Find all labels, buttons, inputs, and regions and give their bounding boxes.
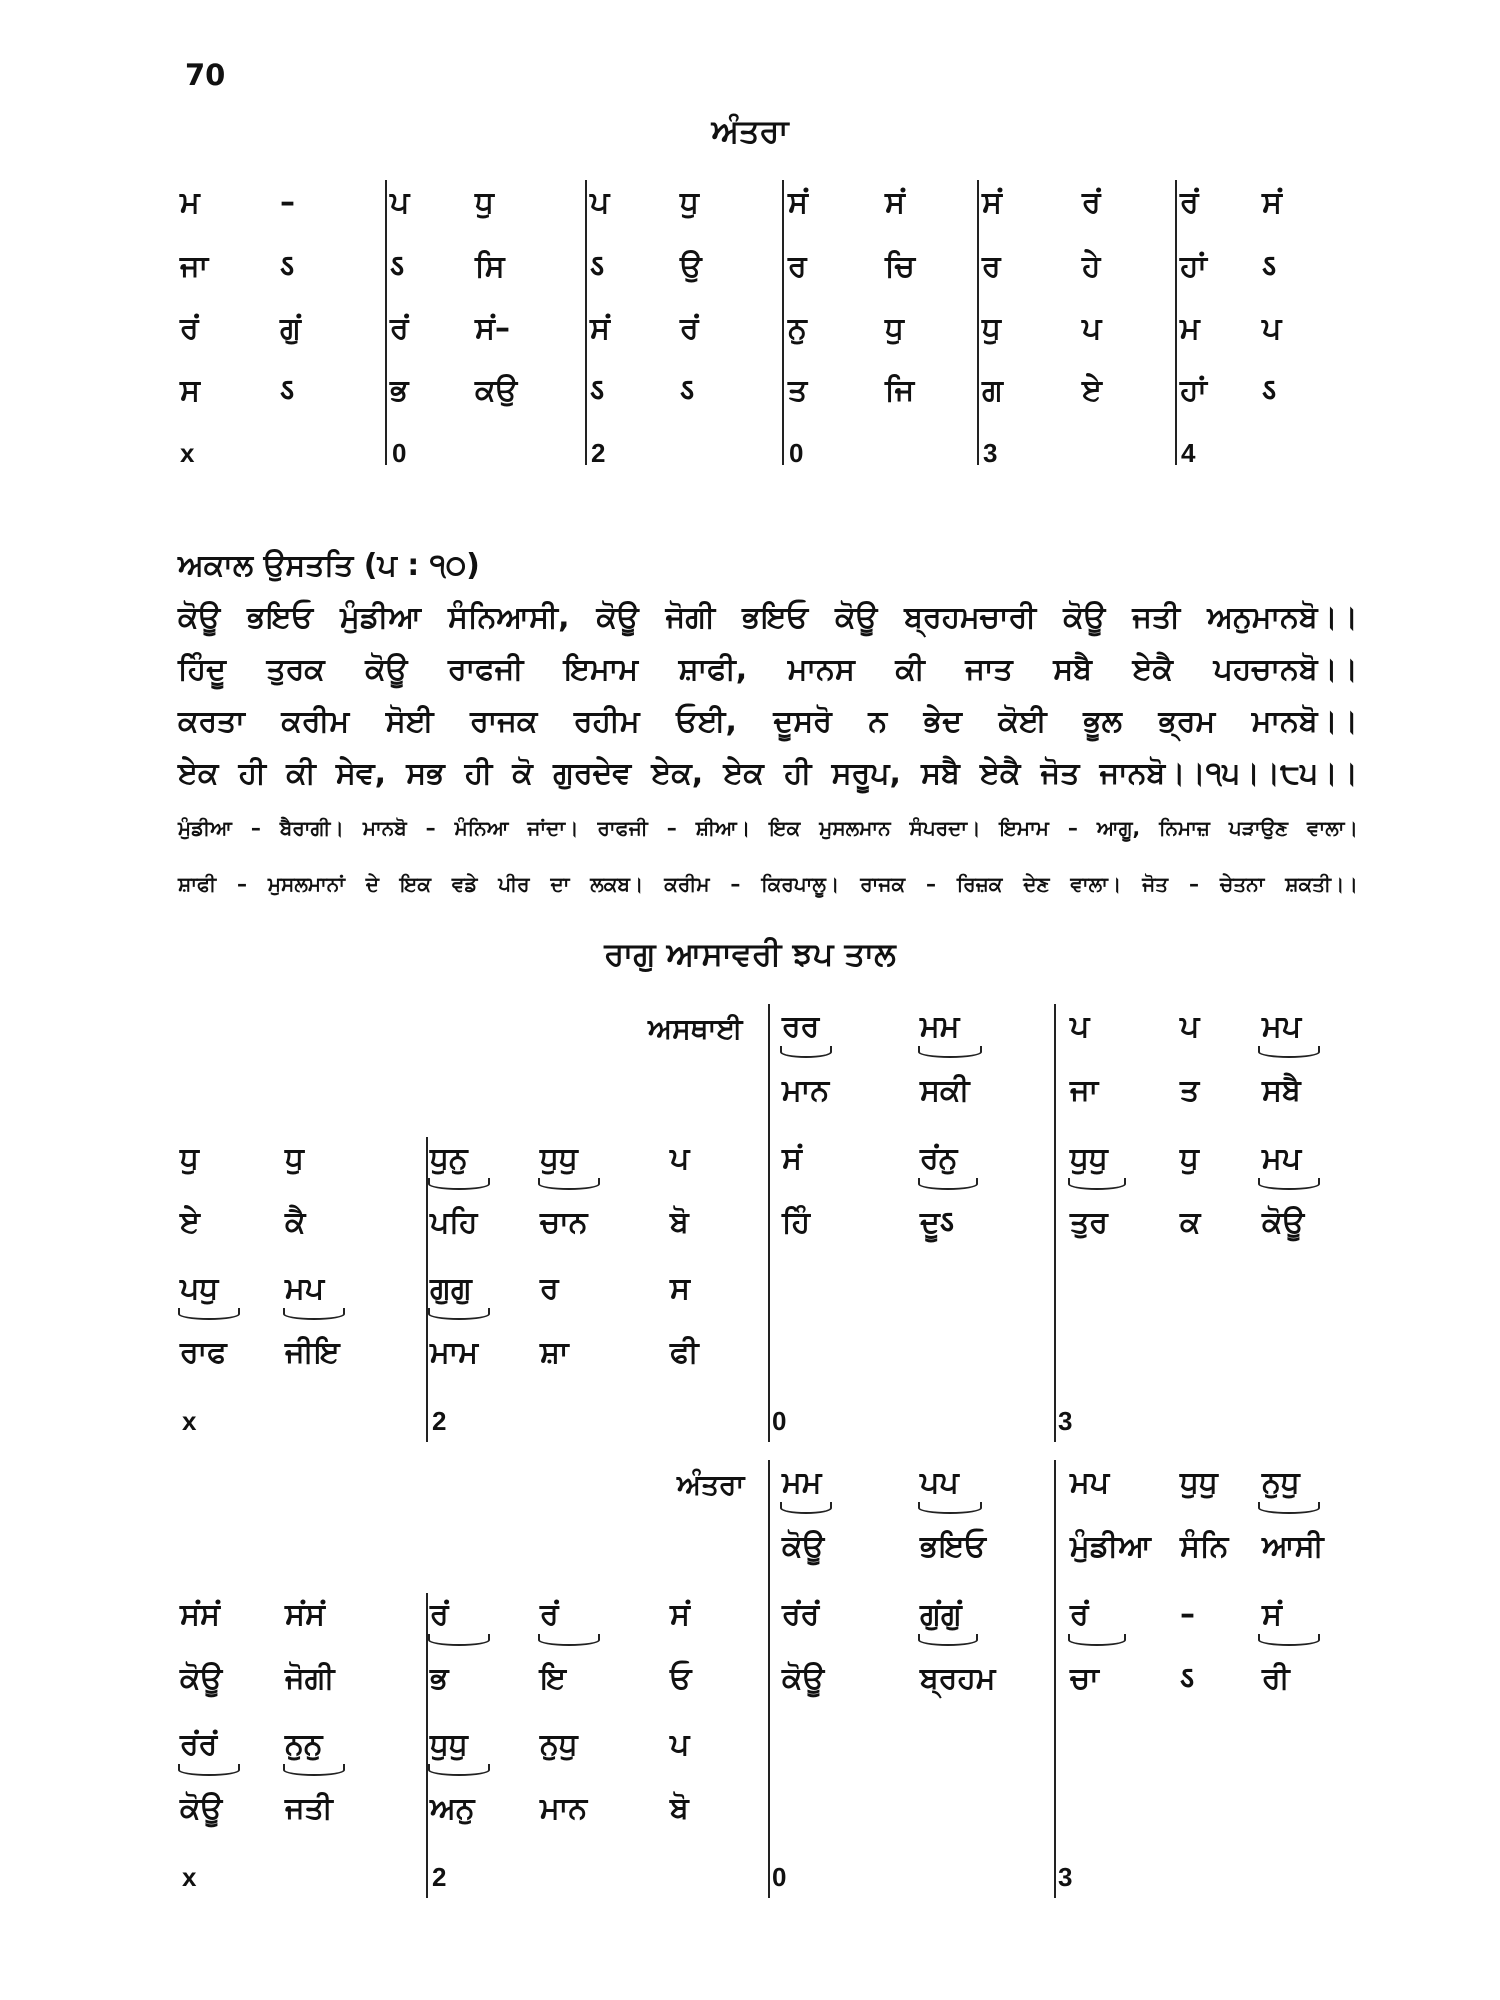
lyric-cell: ਹਿੰ [782, 1205, 811, 1240]
note-cell: ਗ [982, 373, 1003, 408]
meend-arc [178, 1308, 240, 1320]
taal-mark: 2 [432, 1862, 447, 1892]
note-cell: ਸਂ [885, 185, 905, 220]
note-cell: ਰਂ [180, 311, 199, 346]
note-cell: ऽ [1262, 373, 1277, 408]
note-cell: ਧੁ [475, 185, 494, 220]
note-cell: ਮਪ [1262, 1009, 1302, 1044]
lyric-cell: ਕੋਊ [180, 1791, 223, 1826]
note-cell: ਨੁ [788, 311, 807, 346]
note-cell: ਰਂ [680, 311, 699, 346]
taal-mark: 4 [1181, 438, 1196, 468]
meend-arc [918, 1046, 982, 1058]
bar-line [1054, 1460, 1056, 1898]
note-cell: ਹਾਂ [1180, 373, 1207, 408]
note-cell: ਸਂ [1262, 185, 1282, 220]
note-cell: ਜਾ [180, 249, 209, 284]
lyric-cell: ਏ [180, 1205, 200, 1240]
note-cell: ਧੁਧੁ [1070, 1141, 1108, 1176]
gloss-line: ਸ਼ਾਫੀ – ਮੁਸਲਮਾਨਾਂ ਦੇ ਇਕ ਵਡੇ ਪੀਰ ਦਾ ਲਕਬ। ਕਰੀਮ – ਕਿਰਪਾਲੂ। ਰਾਜਕ – ਰਿਜ਼ਕ ਦੇਣ ਵਾਲਾ। ਜੋਤ – ਚੇਤਨਾ ਸ਼ਕਤੀ।। [178, 872, 1358, 896]
note-cell: ਪ [670, 1727, 690, 1762]
note-cell: ऽ [590, 249, 605, 284]
note-cell: ਸ [670, 1271, 690, 1306]
note-cell: ਸਂ [782, 1141, 802, 1176]
note-cell: ऽ [280, 373, 295, 408]
note-cell: ਮਪ [285, 1271, 325, 1306]
bar-line [1175, 180, 1177, 465]
poem-text [178, 592, 1358, 800]
lyric-cell: ਕ [1180, 1205, 1201, 1240]
note-cell: ਚਿ [885, 249, 915, 284]
note-cell: ਗੁਂ [280, 311, 301, 346]
lyric-cell: ਜੋਗੀ [285, 1661, 335, 1696]
lyric-cell: ਸਬੈ [1262, 1073, 1301, 1108]
note-cell: ਨੁਧੁ [540, 1727, 578, 1762]
note-cell: ਨੁਧੁ [1262, 1465, 1300, 1500]
note-cell: ਧੁਨੁ [430, 1141, 468, 1176]
lyric-cell: ਤੁਰ [1070, 1205, 1108, 1240]
lyric-cell: ਚਾਨ [540, 1205, 588, 1240]
meend-arc [178, 1764, 240, 1776]
note-cell: ਧੁਧੁ [1180, 1465, 1218, 1500]
meend-arc [918, 1178, 978, 1190]
lyric-cell: ਮਾਮ [430, 1335, 479, 1370]
note-cell: ਰਂ [1180, 185, 1199, 220]
taal-mark: 0 [772, 1862, 787, 1892]
bar-line [782, 180, 784, 465]
note-cell: ਮ [180, 185, 200, 220]
taal-mark: 3 [983, 438, 998, 468]
note-cell: ऽ [280, 249, 295, 284]
page-number: 70 [185, 58, 226, 92]
lyric-cell: ਆਸੀ [1262, 1529, 1324, 1564]
note-cell: ਰਂਰਂ [180, 1727, 218, 1762]
note-cell: ਪ [670, 1141, 690, 1176]
lyric-cell: ਫੀ [670, 1335, 699, 1370]
lyric-cell: ਕੋਊ [1262, 1205, 1305, 1240]
note-cell: ਪ [390, 185, 410, 220]
note-cell: ਤ [788, 373, 808, 408]
note-cell: ਸਂ– [475, 311, 510, 346]
meend-arc [428, 1178, 490, 1190]
bar-line [426, 1593, 428, 1898]
lyric-cell: ਮਾਨ [782, 1073, 830, 1108]
note-cell: ਮਪ [1262, 1141, 1302, 1176]
note-cell: ਧੁ [180, 1141, 199, 1176]
note-cell: ਧੁ [885, 311, 904, 346]
note-cell: ਰਂ [1082, 185, 1101, 220]
note-cell: ऽ [390, 249, 405, 284]
meend-arc [428, 1634, 490, 1646]
taal-mark: x [180, 438, 195, 468]
lyric-cell: ਬ੍ਰਹਮ [920, 1661, 996, 1696]
lyric-cell: ਦੂऽ [920, 1205, 954, 1240]
lyric-cell: ਬੋ [670, 1791, 689, 1826]
lyric-cell: ਰਾਫ [180, 1335, 227, 1370]
poem-line: ਹਿੰਦੂ ਤੁਰਕ ਕੋਊ ਰਾਫਜੀ ਇਮਾਮ ਸ਼ਾਫੀ, ਮਾਨਸ ਕੀ ਜਾਤ ਸਬੈ ਏਕੈ ਪਹਚਾਨਬੋ।। [178, 652, 1358, 687]
meend-arc [283, 1308, 345, 1320]
meend-arc [918, 1502, 982, 1514]
taal-mark: 3 [1058, 1406, 1073, 1436]
bar-line [977, 180, 979, 465]
note-cell: ਰ [982, 249, 1001, 284]
lyric-cell: ਸ਼ਾ [540, 1335, 569, 1370]
note-cell: ਸਂ [590, 311, 610, 346]
note-cell: – [280, 185, 295, 220]
lyric-cell: ਕੈ [285, 1205, 306, 1240]
lyric-cell: ਬੋ [670, 1205, 689, 1240]
note-cell: ਰਂ [1070, 1597, 1089, 1632]
meend-arc [1068, 1178, 1126, 1190]
note-cell: ਸਂਸਂ [180, 1597, 220, 1632]
antra-heading-top: ਅੰਤਰਾ [711, 112, 789, 150]
note-cell: ਪਧੁ [180, 1271, 219, 1306]
asthai-label: ਅਸਥਾਈ [648, 1012, 743, 1045]
note-cell: ਰਂ [390, 311, 409, 346]
taal-mark: 0 [772, 1406, 787, 1436]
lyric-cell: ਜਾ [1070, 1073, 1099, 1108]
meend-arc [780, 1502, 832, 1514]
note-cell: ਮ [1180, 311, 1200, 346]
lyric-cell: ਕੋਊ [782, 1529, 825, 1564]
note-cell: ਹੇ [1082, 249, 1101, 284]
note-cell: ਗੁਗੁ [430, 1271, 472, 1306]
note-cell: ਧੁ [1180, 1141, 1199, 1176]
meend-arc [538, 1178, 600, 1190]
meend-arc [780, 1046, 832, 1058]
note-cell: ਸਂ [788, 185, 808, 220]
meend-arc [1258, 1178, 1320, 1190]
note-cell: ਪ [1262, 311, 1282, 346]
note-cell: ਧੁਧੁ [430, 1727, 468, 1762]
meend-arc [1258, 1502, 1320, 1514]
note-cell: ਪ [1082, 311, 1102, 346]
raag-heading: ਰਾਗੁ ਆਸਾਵਰੀ ਝਪ ਤਾਲ [604, 935, 896, 973]
lyric-cell: ਭ [430, 1661, 449, 1696]
note-cell: ਧੁਧੁ [540, 1141, 578, 1176]
taal-mark: 0 [392, 438, 407, 468]
lyric-cell: ਚਾ [1070, 1661, 1099, 1696]
meend-arc [428, 1308, 490, 1320]
meend-arc [1068, 1634, 1126, 1646]
lyric-cell: ਕੋਊ [180, 1661, 223, 1696]
lyric-cell: ਜਤੀ [285, 1791, 333, 1826]
meend-arc [428, 1764, 490, 1776]
bar-line [768, 1460, 770, 1898]
lyric-cell: ਭਇਓ [920, 1529, 986, 1564]
taal-mark: 2 [591, 438, 606, 468]
bar-line [585, 180, 587, 465]
poem-title: ਅਕਾਲ ਉਸਤਤਿ (ਪ : ੧੦) [178, 548, 480, 583]
taal-mark: x [182, 1406, 197, 1436]
note-cell: ਸਂਸਂ [285, 1597, 325, 1632]
meend-arc [1258, 1634, 1320, 1646]
note-cell: ਉ [680, 249, 702, 284]
lyric-cell: ਮਾਨ [540, 1791, 588, 1826]
bar-line [385, 180, 387, 465]
meend-arc [1258, 1046, 1320, 1058]
note-cell: ऽ [590, 373, 605, 408]
taal-mark: 3 [1058, 1862, 1073, 1892]
note-cell: ਰਰ [782, 1009, 820, 1044]
note-cell: ਰ [788, 249, 807, 284]
note-cell: – [1180, 1597, 1195, 1632]
note-cell: ਰਂਨੁ [920, 1141, 958, 1176]
note-cell: ਜਿ [885, 373, 915, 408]
note-cell: ਪਪ [920, 1465, 959, 1500]
lyric-cell: ऽ [1180, 1661, 1195, 1696]
note-cell: ਸਂ [1262, 1597, 1282, 1632]
note-cell: ਭ [390, 373, 409, 408]
bar-line [426, 1137, 428, 1442]
lyric-cell: ਸੰਨਿ [1180, 1529, 1229, 1564]
note-cell: ਪ [1180, 1009, 1200, 1044]
note-cell: ਮਮ [782, 1465, 822, 1500]
lyric-cell: ਇ [540, 1661, 567, 1696]
note-cell: ऽ [680, 373, 695, 408]
note-cell: ਕਉ [475, 373, 518, 408]
meend-arc [918, 1634, 978, 1646]
note-cell: ਸਿ [475, 249, 505, 284]
lyric-cell: ਕੋਊ [782, 1661, 825, 1696]
note-cell: ऽ [1262, 249, 1277, 284]
antra-label: ਅੰਤਰਾ [677, 1468, 745, 1501]
meend-arc [283, 1764, 345, 1776]
note-cell: ਮਪ [1070, 1465, 1110, 1500]
taal-mark: 2 [432, 1406, 447, 1436]
bar-line [1054, 1004, 1056, 1442]
note-cell: ਨੁਨੁ [285, 1727, 323, 1762]
lyric-cell: ਪਹਿ [430, 1205, 478, 1240]
note-cell: ਗੁਂਗੁਂ [920, 1597, 962, 1632]
note-cell: ਹਾਂ [1180, 249, 1207, 284]
lyric-cell: ਓ [670, 1661, 692, 1696]
lyric-cell: ਰੀ [1262, 1661, 1290, 1696]
note-cell: ਰ [540, 1271, 559, 1306]
taal-mark: 0 [789, 438, 804, 468]
lyric-cell: ਮੁੰਡੀਆ [1070, 1529, 1151, 1564]
poem-line: ਕਰਤਾ ਕਰੀਮ ਸੋਈ ਰਾਜਕ ਰਹੀਮ ਓਈ, ਦੂਸਰੋ ਨ ਭੇਦ ਕੋਈ ਭੂਲ ਭ੍ਰਮ ਮਾਨਬੋ।। [178, 704, 1358, 739]
bar-line [768, 1004, 770, 1442]
note-cell: ਰਂ [540, 1597, 559, 1632]
taal-mark: x [182, 1862, 197, 1892]
meend-arc [538, 1634, 600, 1646]
note-cell: ਸ [180, 373, 200, 408]
poem-line: ਕੋਊ ਭਇਓ ਮੁੰਡੀਆ ਸੰਨਿਆਸੀ, ਕੋਊ ਜੋਗੀ ਭਇਓ ਕੋਊ ਬ੍ਰਹਮਚਾਰੀ ਕੋਊ ਜਤੀ ਅਨੁਮਾਨਬੋ।। [178, 600, 1358, 635]
note-cell: ਸਂ [670, 1597, 690, 1632]
note-cell: ਧੁ [982, 311, 1001, 346]
note-cell: ਮਮ [920, 1009, 960, 1044]
note-cell: ਰਂ [430, 1597, 449, 1632]
lyric-cell: ਤ [1180, 1073, 1200, 1108]
note-cell: ਪ [590, 185, 610, 220]
lyric-cell: ਜੀਇ [285, 1335, 340, 1370]
gloss-line: ਮੁੰਡੀਆ – ਬੈਰਾਗੀ। ਮਾਨਬੋ – ਮੰਨਿਆ ਜਾਂਦਾ। ਰਾਫਜੀ – ਸ਼ੀਆ। ਇਕ ਮੁਸਲਮਾਨ ਸੰਪਰਦਾ। ਇਮਾਮ – ਆਗੂ, ਨਿਮਾਜ਼ ਪੜਾਉਣ ਵਾਲਾ। [178, 816, 1358, 840]
note-cell: ਧੁ [680, 185, 699, 220]
note-cell: ਪ [1070, 1009, 1090, 1044]
lyric-cell: ਸਕੀ [920, 1073, 970, 1108]
note-cell: ਧੁ [285, 1141, 304, 1176]
lyric-cell: ਅਨੁ [430, 1791, 475, 1826]
note-cell: ਰਂਰਂ [782, 1597, 820, 1632]
note-cell: ਏ [1082, 373, 1102, 408]
poem-line: ਏਕ ਹੀ ਕੀ ਸੇਵ, ਸਭ ਹੀ ਕੋ ਗੁਰਦੇਵ ਏਕ, ਏਕ ਹੀ ਸਰੂਪ, ਸਬੈ ਏਕੈ ਜੋਤ ਜਾਨਬੋ।।੧੫।।੮੫।। [178, 756, 1358, 791]
note-cell: ਸਂ [982, 185, 1002, 220]
